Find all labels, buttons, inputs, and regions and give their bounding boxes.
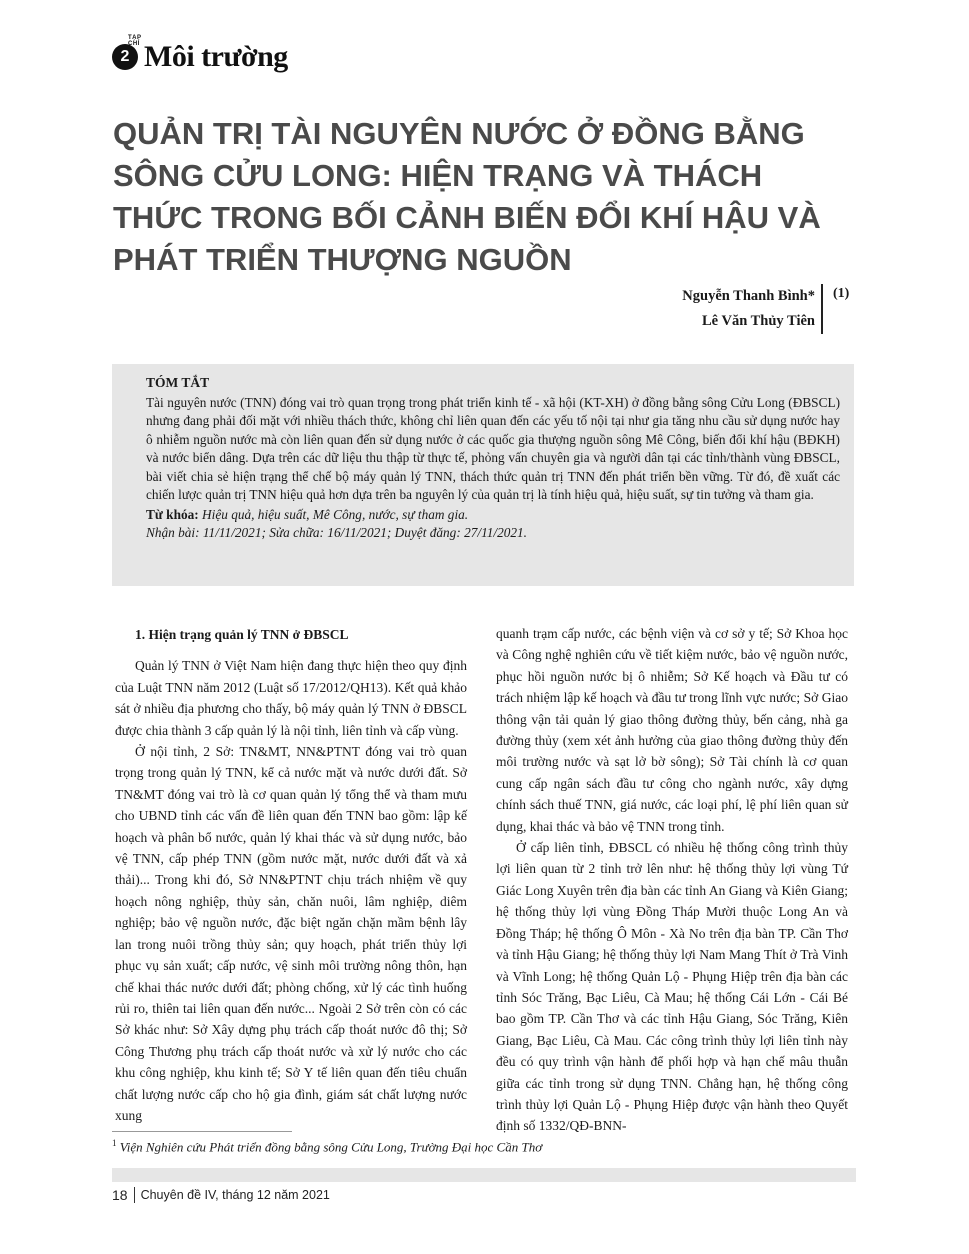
author-block [682, 284, 823, 334]
issue-info: Chuyên đề IV, tháng 12 năm 2021 [140, 1188, 330, 1202]
author-2: Lê Văn Thủy Tiên [702, 313, 815, 329]
journal-logo [112, 35, 142, 70]
abstract-box [112, 364, 854, 586]
footnote-mark: 1 [112, 1138, 117, 1148]
journal-header [112, 35, 288, 74]
paragraph: quanh trạm cấp nước, các bệnh viện và cơ sở y tế; Sở Khoa học và Công nghệ nghiên cứu về tiết kiệm nước, bảo vệ nguồn nước, phục hồi nguồn nước bị ô nhiễm; Sở Kế hoạch và Đầu tư có trách nhiệm lập kế hoạch và đầu tư trong lĩnh vực nước; Sở Giao thông vận tải quản lý giao thông đường thủy, bến cảng, nhà ga đường thủy (xem xét ảnh hưởng của giao thông đường thủy đến môi trường nước và sạt lở bờ sông); Sở Tài chính là cơ quan cung cấp ngân sách đầu tư công cho ngành nước, xây dựng chính sách thuế TNN, giá nước, các loại phí, lệ phí liên quan sử dụng, khai thác và bảo vệ TNN trong tỉnh. [496, 626, 848, 834]
logo-number: 2 [120, 48, 130, 65]
paragraph: Ở nội tỉnh, 2 Sở: TN&MT, NN&PTNT đóng vai trò quan trọng trong quản lý TNN, kể cả nước mặt và nước dưới đất. Sở TN&MT đóng vai trò là cơ quan quản lý tổng thể và tham mưu cho UBND tỉnh các vấn đề liên quan đến TNN bao gồm: lập kế hoạch và phân bổ nước, quản lý khai thác và sử dụng nước, bảo vệ TNN, cấp phép TNN (gồm nước mặt, nước dưới đất và xả thải)... Trong khi đó, Sở NN&PTNT chịu trách nhiệm về quy hoạch nông nghiệp, thủy sản, chăn nuôi, lâm nghiệp, diêm nghiệp; bảo vệ nguồn nước, đặc biệt ngăn chặn mầm bệnh lây lan trong nuôi trồng thủy sản; quy hoạch, phát triển thủy lợi phục vụ sản xuất; cấp nước, vệ sinh môi trường nông thôn, hạn chế khai thác nước dưới đất; phòng chống, xử lý các tình huống rủi ro, thiên tai liên quan đến nước... Ngoài 2 Sở trên còn có các Sở khác như: Sở Xây dựng phụ trách cấp thoát nước đô thị; Sở Công Thương phụ trách cấp thoát nước và xử lý nước cho các khu công nghiệp, khu kinh tế; Sở Y tế liên quan đến tiêu chuẩn chất lượng nước cấp cho hộ gia đình, giám sát chất lượng nước xung [115, 744, 467, 1123]
page-number: 18 [112, 1187, 135, 1203]
footnote [112, 1138, 542, 1155]
keywords-line [146, 506, 840, 525]
author-1: Nguyễn Thanh Bình* [682, 288, 815, 304]
logo-small-text: TẠP CHÍ [128, 35, 142, 47]
affiliation-mark: (1) [833, 286, 850, 301]
column-left [115, 624, 467, 1126]
article-title: QUẢN TRỊ TÀI NGUYÊN NƯỚC Ở ĐỒNG BẰNG SÔNG CỬU LONG: HIỆN TRẠNG VÀ THÁCH THỨC TRONG BỐI CẢNH BIẾN ĐỔI KHÍ HẬU VÀ PHÁT TRIỂN THƯỢNG NGUỒN [113, 116, 821, 277]
footer-bar [112, 1168, 856, 1182]
footnote-divider [112, 1131, 292, 1132]
abstract-body: Tài nguyên nước (TNN) đóng vai trò quan trọng trong phát triển kinh tế - xã hội (KT-XH) ở đồng bằng sông Cửu Long (ĐBSCL) nhưng đang phải đối mặt với nhiều thách thức, không chỉ liên quan đến các yếu tố nội tại như gia tăng nhu cầu sử dụng nước hay ô nhiễm nguồn nước mà còn liên quan đến sử dụng nước ở các quốc gia thượng nguồn sông Mê Công, biến đổi khí hậu (BĐKH) và nước biển dâng. Dựa trên các dữ liệu thu thập từ thực tế, phỏng vấn chuyên gia và người dân tại các tỉnh/thành vùng ĐBSCL, bài viết chia sẻ hiện trạng thể chế bộ máy quản lý TNN, thách thức quản trị TNN đến phát triển bền vững. Từ đó, đề xuất các chiến lược quản trị TNN hiệu quả hơn dựa trên ba nguyên lý của quản trị là tính hiệu quả, hiệu suất, sự tin tưởng và tham gia. [146, 394, 840, 502]
keywords-value: Hiệu quả, hiệu suất, Mê Công, nước, sự tham gia. [202, 506, 469, 522]
footnote-text: Viện Nghiên cứu Phát triển đồng bằng sông Cửu Long, Trường Đại học Cần Thơ [119, 1139, 543, 1155]
page-footer [112, 1187, 330, 1203]
article-dates: Nhận bài: 11/11/2021; Sửa chữa: 16/11/2021; Duyệt đăng: 27/11/2021. [146, 525, 527, 540]
keywords-label: Từ khóa: [146, 506, 199, 522]
paragraph: Quản lý TNN ở Việt Nam hiện đang thực hiện theo quy định của Luật TNN năm 2012 (Luật số 17/2012/QH13). Kết quả khảo sát ở nhiều địa phương cho thấy, bộ máy quản lý TNN ở ĐBSCL được chia thành 3 cấp quản lý là nội tỉnh, liên tỉnh và cấp vùng. [115, 658, 467, 738]
abstract-heading: TÓM TẮT [146, 375, 210, 390]
section-name: Môi trường [144, 40, 288, 73]
paragraph: Ở cấp liên tỉnh, ĐBSCL có nhiều hệ thống công trình thủy lợi liên quan từ 2 tỉnh trở lên như: hệ thống thủy lợi vùng Tứ Giác Long Xuyên trên địa bàn các tỉnh An Giang và Kiên Giang; hệ thống thủy lợi vùng Đồng Tháp Mười thuộc Long An và Đồng Tháp; hệ thống Ô Môn - Xà No trên địa bàn TP. Cần Thơ và tỉnh Hậu Giang; hệ thống thủy lợi Nam Mang Thít ở Trà Vinh và Vĩnh Long; hệ thống Quản Lộ - Phụng Hiệp trên địa bàn các tỉnh Sóc Trăng, Bạc Liêu, Cà Mau; hệ thống Cái Lớn - Cái Bé bao gồm TP. Cần Thơ và các tỉnh Hậu Giang, Sóc Trăng, Kiên Giang, Bạc Liêu, Cà Mau. Các công trình thủy lợi liên tỉnh này đều có quy trình vận hành để phối hợp và hạn chế mâu thuẫn giữa các tỉnh trong sử dụng TNN. Chẳng hạn, hệ thống công trình thủy lợi Quản Lộ - Phụng Hiệp được vận hành theo Quyết định số 1332/QĐ-BNN- [496, 840, 848, 1134]
section-1-heading: 1. Hiện trạng quản lý TNN ở ĐBSCL [135, 627, 349, 642]
column-right [496, 623, 848, 1137]
